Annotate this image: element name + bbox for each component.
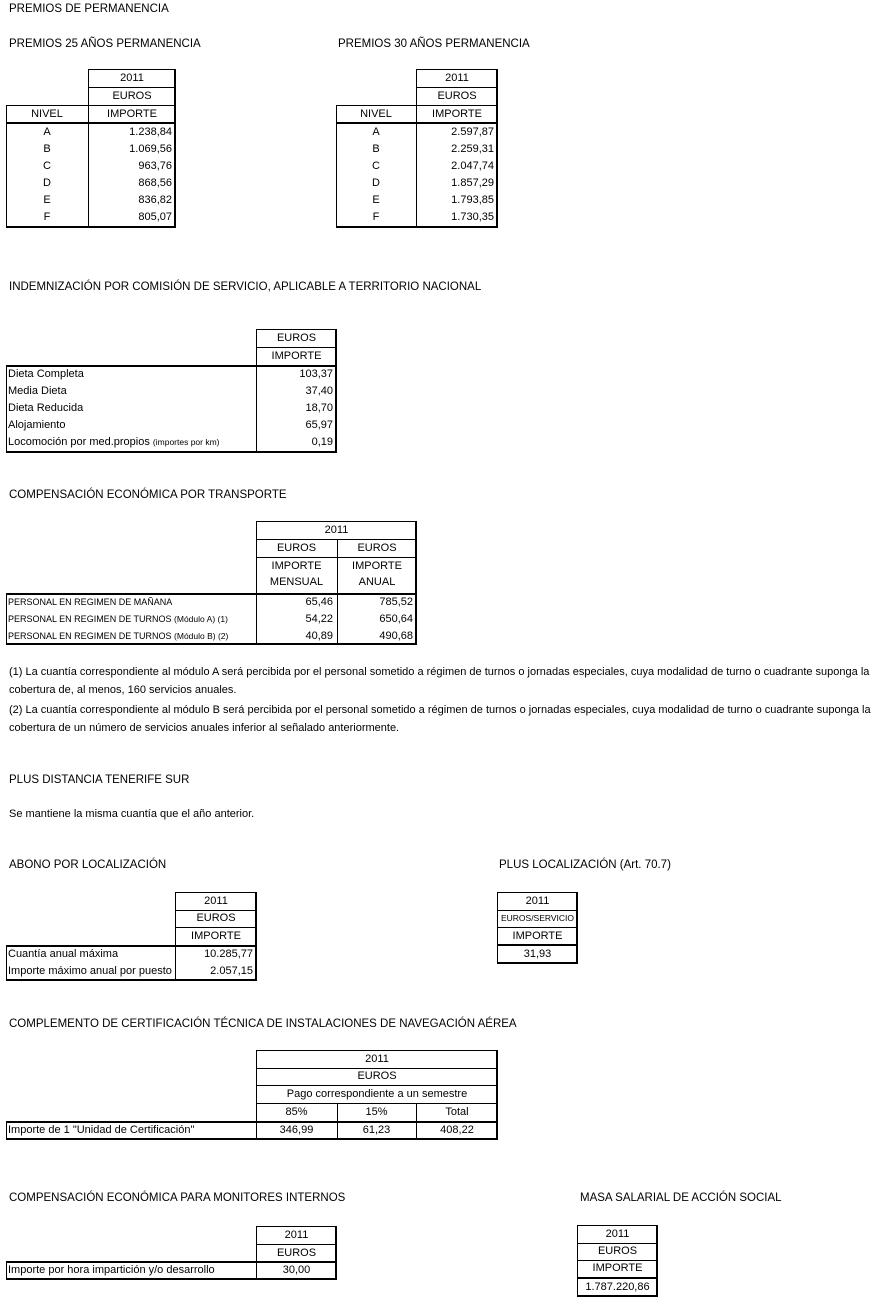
premios-30-unit: EUROS xyxy=(437,90,477,102)
monitores-title: COMPENSACIÓN ECONÓMICA PARA MONITORES INTERNOS xyxy=(9,1192,346,1204)
table-row-importe: 1.793,85 xyxy=(451,194,494,206)
table-row-importe: 1.069,56 xyxy=(129,143,172,155)
plus-localizacion-year: 2011 xyxy=(525,895,550,907)
table-row-nivel: E xyxy=(372,194,380,206)
certificacion-unit: EUROS xyxy=(357,1070,397,1082)
certificacion-value-15: 61,23 xyxy=(362,1124,391,1136)
premios-30-col-nivel: NIVEL xyxy=(360,108,392,120)
abono-unit: EUROS xyxy=(196,912,236,924)
certificacion-col-total: Total xyxy=(445,1106,469,1118)
table-row-anual: 785,52 xyxy=(379,596,413,608)
premios-25-title: PREMIOS 25 AÑOS PERMANENCIA xyxy=(9,38,201,50)
plus-localizacion-value: 31,93 xyxy=(523,948,552,960)
table-row-nivel: D xyxy=(43,177,51,189)
table-row-label: Cuantía anual máxima xyxy=(8,948,119,960)
table-row-label: Dieta Completa xyxy=(8,368,84,380)
certificacion-value-85: 346,99 xyxy=(279,1124,314,1136)
indemnizacion-unit: EUROS xyxy=(276,332,317,344)
monitores-unit: EUROS xyxy=(276,1247,317,1259)
table-row-value: 2.057,15 xyxy=(210,965,253,977)
table-row-value: 18,70 xyxy=(305,402,333,414)
table-row-importe: 963,76 xyxy=(138,160,172,172)
abono-title: ABONO POR LOCALIZACIÓN xyxy=(9,859,167,871)
plus-tenerife-text: Se mantiene la misma cuantía que el año anterior. xyxy=(9,808,255,820)
table-row-label: Dieta Reducida xyxy=(8,402,84,414)
plus-tenerife-title: PLUS DISTANCIA TENERIFE SUR xyxy=(9,774,190,786)
table-row-importe: 1.730,35 xyxy=(451,211,494,223)
table-row-importe: 805,07 xyxy=(138,211,172,223)
premios-30-title: PREMIOS 30 AÑOS PERMANENCIA xyxy=(338,38,530,50)
table-row-label: Alojamiento xyxy=(8,419,66,431)
abono-year: 2011 xyxy=(204,895,228,907)
page-heading: PREMIOS DE PERMANENCIA xyxy=(9,3,169,15)
table-row-importe: 2.259,31 xyxy=(451,143,494,155)
transporte-unit-2: EUROS xyxy=(357,542,397,554)
table-row-nivel: F xyxy=(372,211,380,223)
table-row-importe: 1.857,29 xyxy=(451,177,494,189)
table-row-anual: 490,68 xyxy=(379,630,413,642)
premios-25-col-importe: IMPORTE xyxy=(107,108,157,120)
table-row-importe: 836,82 xyxy=(138,194,172,206)
table-row-label: PERSONAL EN REGIMEN DE MAÑANA xyxy=(8,597,173,607)
table-row-label: Locomoción por med.propios (importes por km) xyxy=(8,436,220,448)
certificacion-value-total: 408,22 xyxy=(440,1124,474,1136)
certificacion-title: COMPLEMENTO DE CERTIFICACIÓN TÉCNICA DE INSTALACIONES DE NAVEGACIÓN AÉREA xyxy=(9,1018,517,1030)
table-row-importe: 2.597,87 xyxy=(451,126,494,138)
monitores-row-label: Importe por hora impartición y/o desarrollo xyxy=(8,1264,215,1276)
transporte-col-mensual-a: IMPORTE xyxy=(271,560,322,572)
plus-localizacion-unit: EUROS/SERVICIO xyxy=(500,913,575,923)
table-row-value: 37,40 xyxy=(305,385,333,397)
transporte-title: COMPENSACIÓN ECONÓMICA POR TRANSPORTE xyxy=(9,489,287,501)
transporte-col-mensual-b: MENSUAL xyxy=(269,576,324,588)
masa-salarial-year: 2011 xyxy=(605,1228,630,1240)
premios-25-year: 2011 xyxy=(120,72,144,84)
table-row-value: 0,19 xyxy=(311,436,333,448)
table-row-mensual: 40,89 xyxy=(305,630,333,642)
table-row-mensual: 65,46 xyxy=(305,596,333,608)
premios-25-unit: EUROS xyxy=(112,90,152,102)
premios-25-col-nivel: NIVEL xyxy=(31,108,63,120)
table-row-nivel: C xyxy=(43,160,51,172)
certificacion-col-85: 85% xyxy=(285,1106,308,1118)
transporte-note-2: (2) La cuantía correspondiente al módulo B será percibida por el personal sometido a régimen de turnos o jornadas especiales, cuya modalidad de turno o cuadrante suponga la cobertura de un número de servicios anuales inferior al señalado anteriormente. xyxy=(9,704,871,734)
certificacion-subheader: Pago correspondiente a un semestre xyxy=(286,1088,468,1100)
table-row-value: 65,97 xyxy=(305,419,333,431)
table-row-label: Media Dieta xyxy=(8,385,67,397)
indemnizacion-title: INDEMNIZACIÓN POR COMISIÓN DE SERVICIO, APLICABLE A TERRITORIO NACIONAL xyxy=(9,281,482,293)
plus-localizacion-col-importe: IMPORTE xyxy=(512,930,563,942)
table-row-importe: 1.238,84 xyxy=(129,126,172,138)
certificacion-row-label: Importe de 1 "Unidad de Certificación" xyxy=(8,1124,195,1136)
table-row-mensual: 54,22 xyxy=(305,613,333,625)
table-row-nivel: B xyxy=(43,143,51,155)
indemnizacion-col-importe: IMPORTE xyxy=(271,350,322,362)
premios-30-year: 2011 xyxy=(445,72,469,84)
table-row-anual: 650,64 xyxy=(379,613,413,625)
monitores-year: 2011 xyxy=(284,1229,309,1241)
table-row-importe: 868,56 xyxy=(138,177,172,189)
plus-localizacion-title: PLUS LOCALIZACIÓN (Art. 70.7) xyxy=(499,859,671,871)
transporte-year: 2011 xyxy=(324,524,349,536)
table-row-nivel: A xyxy=(43,126,51,138)
certificacion-col-15: 15% xyxy=(365,1106,388,1118)
table-row-value: 10.285,77 xyxy=(204,948,253,960)
transporte-col-anual-a: IMPORTE xyxy=(352,560,402,572)
transporte-unit-1: EUROS xyxy=(276,542,317,554)
table-row-nivel: F xyxy=(43,211,51,223)
table-row-nivel: C xyxy=(372,160,380,172)
table-row-label: PERSONAL EN REGIMEN DE TURNOS (Módulo B) (2) xyxy=(8,631,229,641)
table-row-importe: 2.047,74 xyxy=(451,160,494,172)
masa-salarial-col-importe: IMPORTE xyxy=(592,1262,643,1274)
table-row-label: Importe máximo anual por puesto xyxy=(8,965,172,977)
transporte-col-anual-b: ANUAL xyxy=(358,576,396,588)
abono-col-importe: IMPORTE xyxy=(191,930,241,942)
table-row-value: 103,37 xyxy=(299,368,333,380)
table-row-label: PERSONAL EN REGIMEN DE TURNOS (Módulo A) (1) xyxy=(8,614,228,624)
masa-salarial-title: MASA SALARIAL DE ACCIÓN SOCIAL xyxy=(580,1192,782,1204)
table-row-nivel: D xyxy=(372,177,380,189)
table-row-nivel: A xyxy=(372,126,380,138)
transporte-note-1: (1) La cuantía correspondiente al módulo A será percibida por el personal sometido a régimen de turnos o jornadas especiales, cuya modalidad de turno o cuadrante suponga la cobertura de, al menos, 160 servicios anuales. xyxy=(9,666,870,696)
monitores-value: 30,00 xyxy=(282,1264,311,1276)
table-row-nivel: B xyxy=(372,143,380,155)
premios-30-col-importe: IMPORTE xyxy=(432,108,482,120)
certificacion-year: 2011 xyxy=(365,1053,389,1065)
masa-salarial-value: 1.787.220,86 xyxy=(585,1281,650,1293)
masa-salarial-unit: EUROS xyxy=(597,1245,638,1257)
table-row-nivel: E xyxy=(43,194,51,206)
